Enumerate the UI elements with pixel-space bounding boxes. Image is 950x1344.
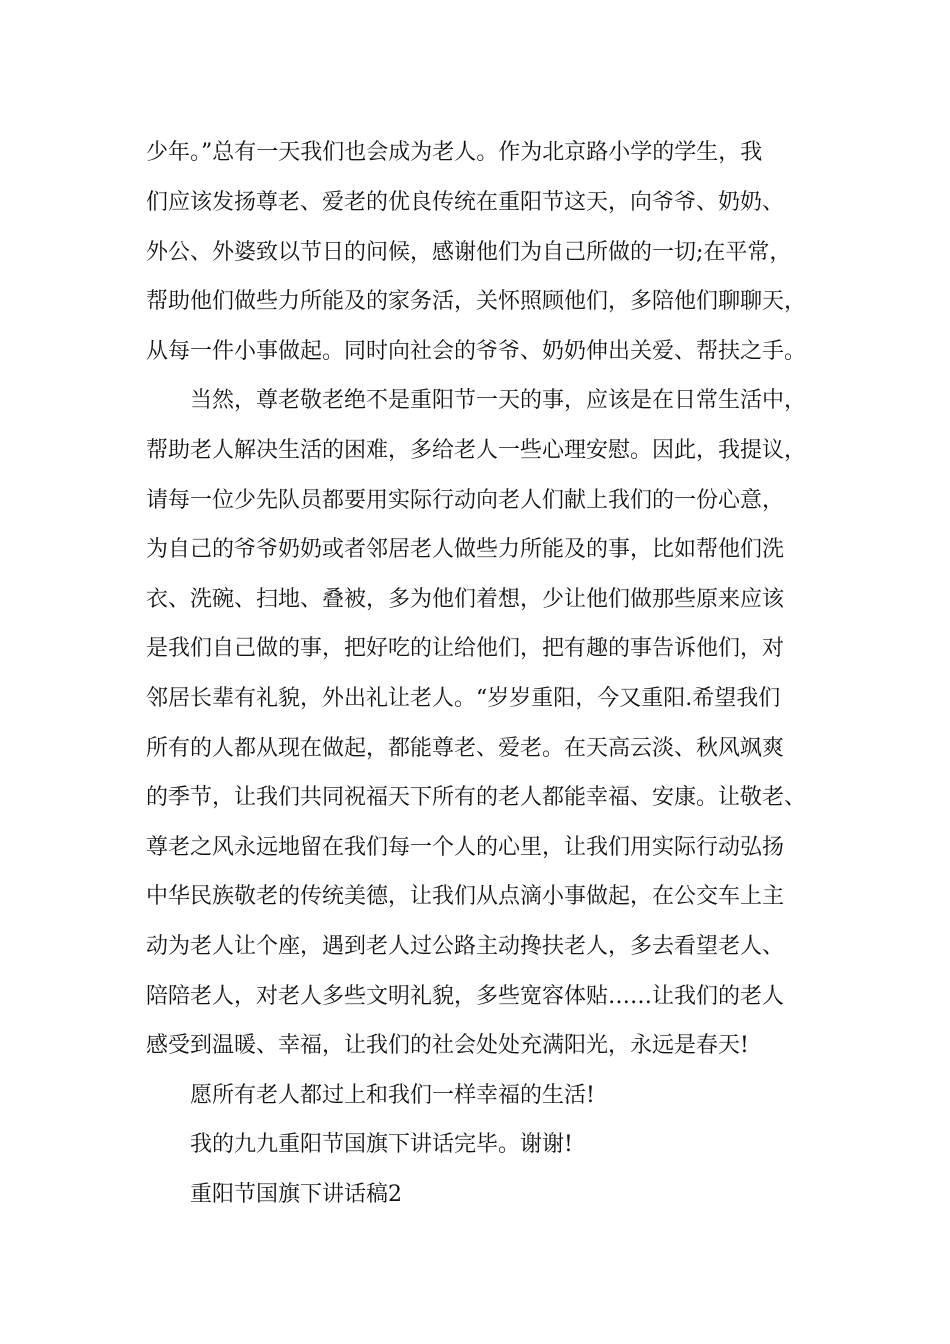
paragraph-start-line: 我的九九重阳节国旗下讲话完毕。谢谢!: [190, 1132, 573, 1157]
text-line: 动为老人让个座，遇到老人过公路主动搀扶老人，多去看望老人、: [146, 934, 785, 959]
text-line: 帮助老人解决生活的困难，多给老人一些心理安慰。因此，我提议，: [146, 438, 807, 463]
text-line: 外公、外婆致以节日的问候，感谢他们为自己所做的一切;在平常，: [146, 240, 792, 265]
text-line: 少年。”总有一天我们也会成为老人。作为北京路小学的学生，我: [146, 140, 763, 165]
text-line: 中华民族敬老的传统美德，让我们从点滴小事做起，在公交车上主: [146, 884, 785, 909]
text-line: 为自己的爷爷奶奶或者邻居老人做些力所能及的事，比如帮他们洗: [146, 537, 785, 562]
paragraph-start-line: 愿所有老人都过上和我们一样幸福的生活!: [190, 1083, 595, 1108]
text-line: 是我们自己做的事，把好吃的让给他们，把有趣的事告诉他们，对: [146, 636, 785, 661]
text-line: 尊老之风永远地留在我们每一个人的心里，让我们用实际行动弘扬: [146, 835, 785, 860]
text-line: 所有的人都从现在做起，都能尊老、爱老。在天高云淡、秋风飒爽: [146, 736, 785, 761]
section-heading: 重阳节国旗下讲话稿2: [190, 1182, 402, 1207]
text-line: 邻居长辈有礼貌，外出礼让老人。“岁岁重阳，今又重阳.希望我们: [146, 686, 781, 711]
text-line: 衣、洗碗、扫地、叠被，多为他们着想，少让他们做那些原来应该: [146, 587, 785, 612]
paragraph-start-line: 当然，尊老敬老绝不是重阳节一天的事，应该是在日常生活中，: [190, 388, 807, 413]
text-line: 感受到温暖、幸福，让我们的社会处处充满阳光，永远是春天!: [146, 1033, 749, 1058]
text-line: 请每一位少先队员都要用实际行动向老人们献上我们的一份心意，: [146, 488, 785, 513]
text-line: 帮助他们做些力所能及的家务活，关怀照顾他们，多陪他们聊聊天，: [146, 289, 807, 314]
text-line: 们应该发扬尊老、爱老的优良传统在重阳节这天，向爷爷、奶奶、: [146, 190, 785, 215]
text-line: 的季节，让我们共同祝福天下所有的老人都能幸福、安康。让敬老、: [146, 785, 807, 810]
text-line: 陪陪老人，对老人多些文明礼貌，多些宽容体贴……让我们的老人: [146, 984, 785, 1009]
text-line: 从每一件小事做起。同时向社会的爷爷、奶奶伸出关爱、帮扶之手。: [146, 339, 807, 364]
